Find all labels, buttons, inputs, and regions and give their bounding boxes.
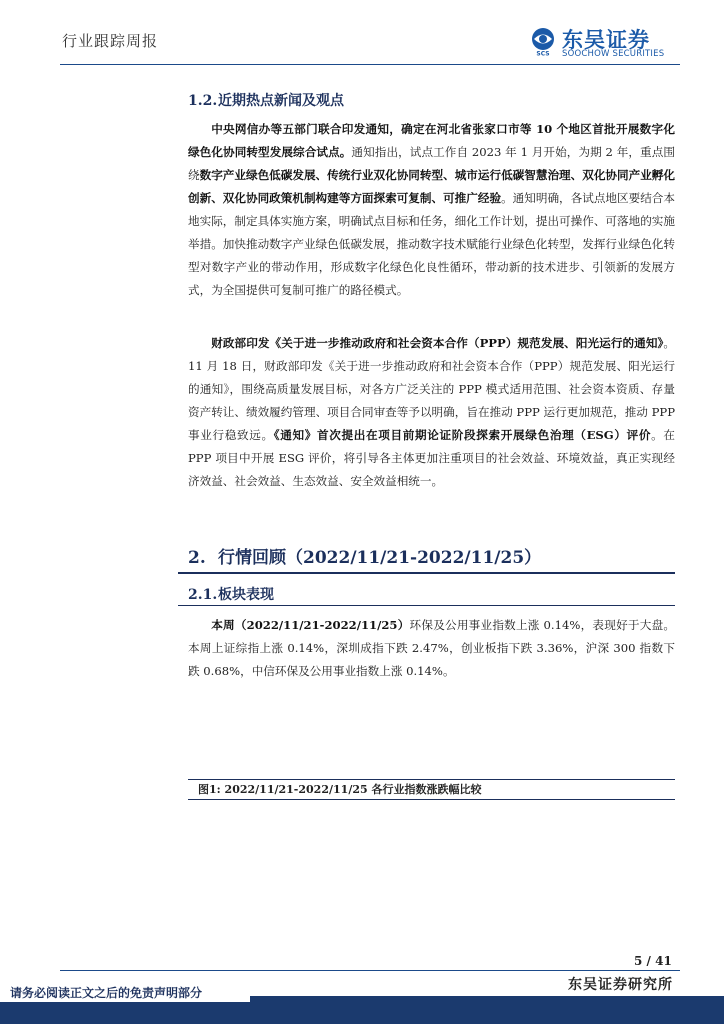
news-2-lead: 财政部印发《关于进一步推动政府和社会资本合作（PPP）规范发展、阳光运行的通知》 <box>211 336 664 350</box>
news-paragraph-1 <box>188 118 675 302</box>
news-1-lead: 中央网信办等五部门联合印发通知，确定在河北省张家口市等 10 个地区首批开展数字化绿色化协同转型发展综合试点。 <box>188 122 675 159</box>
section-heading-2-1 <box>188 584 675 604</box>
section-heading-1-2 <box>188 90 675 110</box>
news-paragraph-2 <box>188 332 675 493</box>
research-institute-label: 东吴证券研究所 <box>568 977 673 993</box>
section-number: 2. <box>188 548 206 568</box>
market-paragraph <box>188 614 675 683</box>
logo-mark-text: SCS <box>536 50 550 56</box>
section-title: 近期热点新闻及观点 <box>218 93 344 109</box>
section-number: 1.2. <box>188 93 218 109</box>
section-2-1-divider <box>178 605 675 606</box>
section-number: 2.1. <box>188 587 218 603</box>
section-title: 行情回顾（2022/11/21-2022/11/25） <box>218 548 542 568</box>
market-review <box>188 614 675 683</box>
news-2-text-a: 。11 月 18 日，财政部印发《关于进一步推动政府和社会资本合作（PPP）规范发展、阳光运行的通知》，围绕高质量发展目标，对各方广泛关注的 PPP 模式适用范围、社会资本资质、存量资产转让、绩效履约管理、项目合同审查等予以明确，旨在推动 PPP 运行更加规范，推动 PPP 事业行稳致远。 <box>188 336 675 442</box>
news-item-2 <box>188 332 675 493</box>
figure-caption: 图1: 2022/11/21-2022/11/25 各行业指数涨跌幅比较 <box>198 783 482 796</box>
news-2-highlight: 《通知》首次提出在项目前期论证阶段探索开展绿色治理（ESG）评价 <box>273 428 652 442</box>
news-1-highlight: 数字产业绿色低碳发展、传统行业双化协同转型、城市运行低碳智慧治理、双化协同产业孵化创新、双化协同政策机制构建等方面探索可复制、可推广经验 <box>188 168 675 205</box>
footer-divider <box>60 970 680 971</box>
section-2-divider <box>178 572 675 574</box>
section-title: 板块表现 <box>218 587 274 603</box>
disclaimer-link[interactable]: 请务必阅读正文之后的免责声明部分 <box>10 986 203 1000</box>
news-1-text-a: 通知指出，试点工作自 2023 年 1 月开始，为期 2 年，重点围绕 <box>188 145 675 182</box>
news-2-text-b: 。在 PPP 项目中开展 ESG 评价，将引导各主体更加注重项目的社会效益、环境效益，真正实现经济效益、社会效益、生态效益、安全效益相统一。 <box>188 428 675 488</box>
section-heading-2 <box>188 543 675 568</box>
report-type-label: 行业跟踪周报 <box>62 32 159 50</box>
news-item-1 <box>188 118 675 302</box>
figure-top-rule <box>188 779 675 780</box>
logo-chinese-name: 东吴证券 <box>562 28 650 52</box>
footer-band <box>0 1002 724 1024</box>
figure-bottom-rule <box>188 799 675 800</box>
market-text: 环保及公用事业指数上涨 0.14%，表现好于大盘。本周上证综指上涨 0.14%，深圳成指下跌 2.47%，创业板指下跌 3.36%，沪深 300 指数下跌 0.68%，中信环保及公用事业指数上涨 0.14%。 <box>188 618 675 678</box>
logo-english-name: SOOCHOW SECURITIES <box>562 49 665 59</box>
logo-mark-icon <box>528 26 558 56</box>
news-1-text-b: 。通知明确，各试点地区要结合本地实际，制定具体实施方案，明确试点目标和任务，细化工作计划，提出可操作、可落地的实施举措。加快推动数字产业绿色低碳发展，推动数字技术赋能行业绿色化转型，发挥行业绿色化转型对数字产业的带动作用，形成数字化绿色化良性循环，带动新的技术进步、引领新的发展方式，为全国提供可复制可推广的路径模式。 <box>188 191 675 297</box>
header-divider <box>60 64 680 65</box>
market-lead: 本周（2022/11/21-2022/11/25） <box>211 618 410 632</box>
company-logo <box>528 24 678 60</box>
page-number: 5 / 41 <box>634 954 672 968</box>
